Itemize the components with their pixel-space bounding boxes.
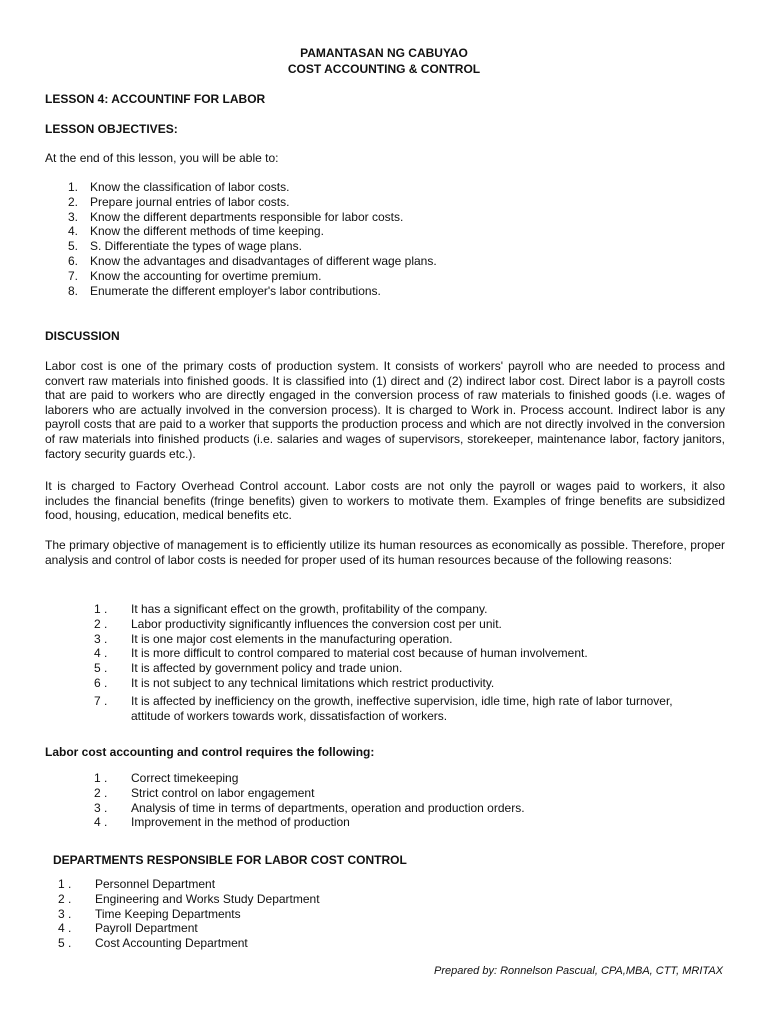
item-number: 3 . <box>58 906 72 921</box>
item-number: 4 . <box>94 646 108 661</box>
list-item <box>94 617 673 632</box>
item-text: It is affected by inefficiency on the growth, ineffective supervision, idle time, high rate of labor turnover, <box>131 693 673 708</box>
list-item <box>94 602 673 617</box>
school-name: PAMANTASAN NG CABUYAO <box>300 46 468 60</box>
discussion-heading: DISCUSSION <box>45 329 120 343</box>
item-number: 2 . <box>58 891 72 906</box>
objectives-heading: LESSON OBJECTIVES: <box>45 122 178 136</box>
requirements-heading: Labor cost accounting and control requires the following: <box>45 745 375 759</box>
item-number: 7. <box>68 268 79 283</box>
item-number: 6. <box>68 253 79 268</box>
list-item <box>94 676 673 691</box>
item-number: 2 . <box>94 785 108 800</box>
item-text: Know the different departments responsible for labor costs. <box>90 209 404 224</box>
item-text: Time Keeping Departments <box>95 906 241 921</box>
item-text: attitude of workers towards work, dissatisfaction of workers. <box>131 708 448 723</box>
item-text: Know the accounting for overtime premium. <box>90 268 322 283</box>
item-text: Cost Accounting Department <box>95 936 248 951</box>
item-number: 4 . <box>94 815 108 830</box>
item-text: It is not subject to any technical limitations which restrict productivity. <box>131 675 495 690</box>
item-number: 1. <box>68 180 79 194</box>
list-item <box>58 936 320 951</box>
list-item <box>58 892 320 907</box>
list-item <box>68 210 437 225</box>
item-text: Prepare journal entries of labor costs. <box>90 194 290 209</box>
list-item <box>94 815 525 830</box>
item-number: 5. <box>68 239 79 254</box>
item-number: 1 . <box>94 771 108 785</box>
list-item <box>94 632 673 647</box>
item-text: It is more difficult to control compared to material cost because of human involvement. <box>131 646 588 661</box>
item-number: 3 . <box>94 800 108 815</box>
item-number: 2 . <box>94 616 108 631</box>
item-text: Improvement in the method of production <box>131 815 350 830</box>
item-number: 7 . <box>94 693 108 708</box>
list-item <box>94 661 673 676</box>
item-number: 5 . <box>94 661 108 676</box>
departments-list <box>58 877 320 951</box>
objectives-intro: At the end of this lesson, you will be able to: <box>45 151 279 165</box>
departments-heading: DEPARTMENTS RESPONSIBLE FOR LABOR COST CONTROL <box>53 853 407 867</box>
list-item <box>94 646 673 661</box>
list-item <box>94 801 525 816</box>
list-item <box>68 269 437 284</box>
paragraph-labor-cost: Labor cost is one of the primary costs of production system. It consists of workers' payroll who are needed to process and convert raw materials into finished goods. It is classified into (1) direct and (2) indirect labor cost. Direct labor is a payroll costs that are paid to workers who are directly engaged in the conversion process of raw materials to finished goods (i.e. wages of laborers who are actually involved in the conversion process). It is charged to Work in. Process account. Indirect labor is any payroll costs that are paid to a worker that supports the production process and which are not directly involved in the conversion of raw materials into finished products (i.e. salaries and wages of supervisors, storekeeper, maintenance labor, factory janitors, factory security guards etc.). <box>45 359 725 461</box>
list-item <box>68 239 437 254</box>
paragraph-objective: The primary objective of management is to efficiently utilize its human resources as economically as possible. Therefore, proper analysis and control of labor costs is needed for proper used of its human resources because of the following reasons: <box>45 538 725 567</box>
list-item <box>58 877 320 892</box>
item-text: It is one major cost elements in the manufacturing operation. <box>131 631 453 646</box>
item-text: It is affected by government policy and trade union. <box>131 661 403 676</box>
list-item <box>58 921 320 936</box>
item-text: Know the classification of labor costs. <box>90 180 290 194</box>
item-text: Correct timekeeping <box>131 771 239 785</box>
lesson-title: LESSON 4: ACCOUNTINF FOR LABOR <box>45 92 266 106</box>
item-text: S. Differentiate the types of wage plans. <box>90 239 302 254</box>
item-number: 4. <box>68 224 79 239</box>
item-text: Know the different methods of time keeping. <box>90 224 324 239</box>
list-item <box>68 195 437 210</box>
list-item <box>68 284 437 299</box>
item-number: 3. <box>68 209 79 224</box>
item-number: 5 . <box>58 936 72 951</box>
item-number: 1 . <box>94 602 108 616</box>
course-title: COST ACCOUNTING & CONTROL <box>287 62 481 76</box>
item-number: 4 . <box>58 921 72 936</box>
list-item <box>68 224 437 239</box>
list-item <box>94 694 673 709</box>
list-item <box>68 180 437 195</box>
document-header <box>0 45 768 77</box>
item-number: 1 . <box>58 877 72 891</box>
paragraph-overhead: It is charged to Factory Overhead Control account. Labor costs are not only the payroll or wages paid to workers, it also includes the financial benefits (fringe benefits) given to workers to motivate them. Examples of fringe benefits are subsidized food, housing, education, medical benefits etc. <box>45 479 725 523</box>
list-item <box>68 254 437 269</box>
requirements-list <box>94 771 525 830</box>
item-text: Analysis of time in terms of departments, operation and production orders. <box>131 800 525 815</box>
item-text: Labor productivity significantly influences the conversion cost per unit. <box>131 616 502 631</box>
item-text: Know the advantages and disadvantages of different wage plans. <box>90 253 437 268</box>
list-item <box>94 786 525 801</box>
list-item-continuation <box>94 709 673 724</box>
item-number: 8. <box>68 283 79 298</box>
item-text: Strict control on labor engagement <box>131 785 315 800</box>
item-text: Engineering and Works Study Department <box>95 891 320 906</box>
item-number: 2. <box>68 194 79 209</box>
item-text: It has a significant effect on the growth, profitability of the company. <box>131 602 488 616</box>
item-text: Personnel Department <box>95 877 216 891</box>
item-text: Payroll Department <box>95 921 198 936</box>
item-number: 6 . <box>94 675 108 690</box>
list-item <box>94 771 525 786</box>
list-item <box>58 907 320 922</box>
objectives-list <box>68 180 437 298</box>
prepared-by-footer: Prepared by: Ronnelson Pascual, CPA,MBA, CTT, MRITAX <box>434 965 723 977</box>
item-text: Enumerate the different employer's labor contributions. <box>90 283 381 298</box>
item-number: 3 . <box>94 631 108 646</box>
reasons-list <box>94 602 673 723</box>
